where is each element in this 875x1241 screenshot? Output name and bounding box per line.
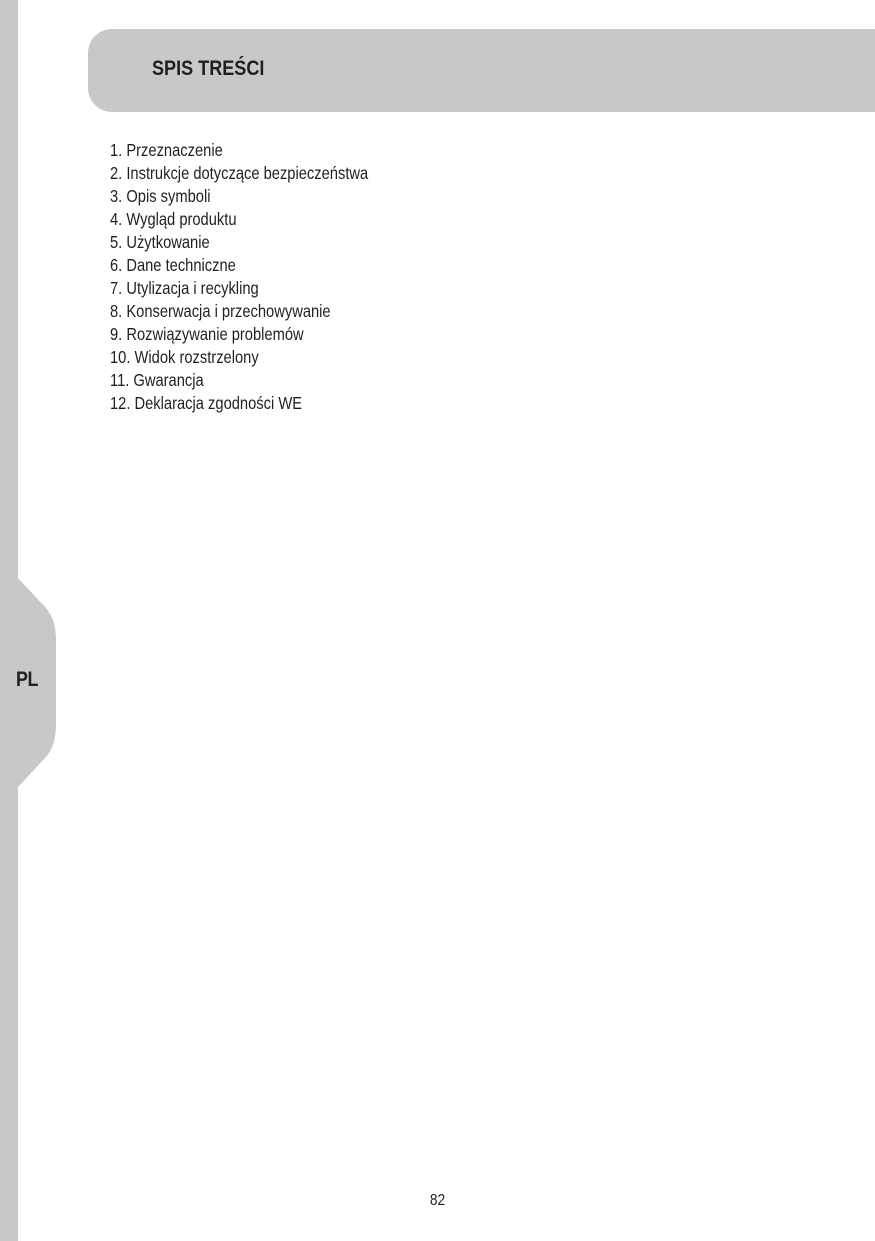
toc-item: 10. Widok rozstrzelony — [110, 347, 259, 367]
toc-item: 5. Użytkowanie — [110, 232, 210, 252]
page-number — [61, 1192, 814, 1210]
language-side-tab — [0, 0, 60, 1241]
toc-item: 7. Utylizacja i recykling — [110, 278, 259, 298]
toc-item: 2. Instrukcje dotyczące bezpieczeństwa — [110, 163, 369, 183]
toc-item: 6. Dane techniczne — [110, 255, 236, 275]
language-label: PL — [16, 668, 38, 691]
toc-item: 4. Wygląd produktu — [110, 209, 237, 229]
toc-item: 12. Deklaracja zgodności WE — [110, 393, 303, 413]
toc-item: 11. Gwarancja — [110, 370, 204, 390]
table-of-contents — [110, 139, 417, 415]
toc-item: 1. Przeznaczenie — [110, 140, 223, 160]
toc-item: 9. Rozwiązywanie problemów — [110, 324, 304, 344]
page-number-text: 82 — [429, 1192, 446, 1209]
toc-item: 3. Opis symboli — [110, 186, 211, 206]
page-title: SPIS TREŚCI — [152, 57, 265, 80]
toc-item: 8. Konserwacja i przechowywanie — [110, 301, 331, 321]
